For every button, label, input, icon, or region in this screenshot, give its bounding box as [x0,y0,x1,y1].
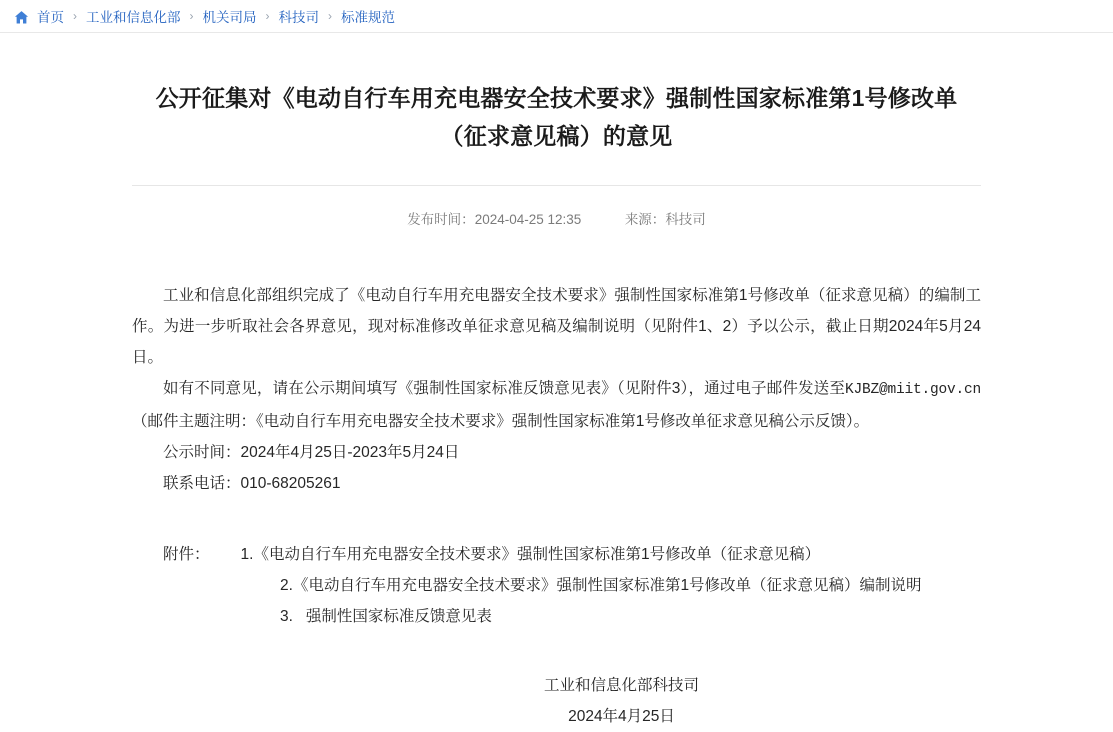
page-title-line2: （征求意见稿）的意见 [440,123,673,149]
paragraph-feedback-post: （邮件主题注明：《电动自行车用充电器安全技术要求》强制性国家标准第1号修改单征求意见稿公示反馈）。 [132,413,870,430]
breadcrumb-separator: › [189,9,194,23]
paragraph-publicity-period: 公示时间：2024年4月25日-2023年5月24日 [163,444,460,461]
breadcrumb-item-departments[interactable]: 机关司局 [202,10,257,25]
attachment-prefix: 附件： [163,546,210,563]
attachment-text-1: 《电动自行车用充电器安全技术要求》强制性国家标准第1号修改单（征求意见稿） [253,546,821,563]
article-body [132,280,981,499]
publish-time-label: 发布时间： [407,212,475,227]
paragraph-intro: 工业和信息化部组织完成了《电动自行车用充电器安全技术要求》强制性国家标准第1号修改单（征求意见稿）的编制工作。为进一步听取社会各界意见，现对标准修改单征求意见稿及编制说明（见附件1、2）予以公示，截止日期2024年5月24日。 [132,287,981,366]
signature-org: 工业和信息化部科技司 [543,677,699,694]
breadcrumb-item-miit[interactable]: 工业和信息化部 [86,10,181,25]
breadcrumb-item-home[interactable]: 首页 [37,10,64,25]
breadcrumb-item-science-tech[interactable]: 科技司 [278,10,319,25]
attachment-list [132,539,981,632]
attachment-number-3: 3. [280,608,293,625]
source-label: 来源： [624,212,666,227]
article-page [0,33,1113,732]
home-icon [14,10,29,25]
breadcrumb-item-standards[interactable]: 标准规范 [341,10,395,25]
source-value: 科技司 [665,212,706,227]
attachment-item-3 [132,601,981,632]
page-title [132,33,981,155]
attachment-item-1 [132,539,981,570]
paragraph-feedback-pre: 如有不同意见，请在公示期间填写《强制性国家标准反馈意见表》（见附件3），通过电子邮件发送至 [163,380,845,397]
attachment-number-2: 2. [280,577,293,594]
attachment-text-3: 强制性国家标准反馈意见表 [305,608,492,625]
breadcrumb [0,0,1113,33]
publish-time-value: 2024-04-25 12:35 [474,212,582,227]
signature-date: 2024年4月25日 [568,708,675,725]
breadcrumb-separator: › [73,9,77,23]
paragraph-feedback [132,373,981,437]
attachment-item-2 [132,570,981,601]
breadcrumb-separator: › [328,9,332,23]
attachment-number-1: 1. [240,546,254,563]
signature-block [132,670,981,732]
contact-email: KJBZ@miit.gov.cn [844,382,981,398]
article-meta [132,185,981,228]
attachment-text-2: 《电动自行车用充电器安全技术要求》强制性国家标准第1号修改单（征求意见稿）编制说明 [292,577,922,594]
paragraph-contact-phone: 联系电话：010-68205261 [163,475,341,492]
breadcrumb-separator: › [265,9,270,23]
page-title-line1: 公开征集对《电动自行车用充电器安全技术要求》强制性国家标准第1号修改单 [155,85,958,111]
